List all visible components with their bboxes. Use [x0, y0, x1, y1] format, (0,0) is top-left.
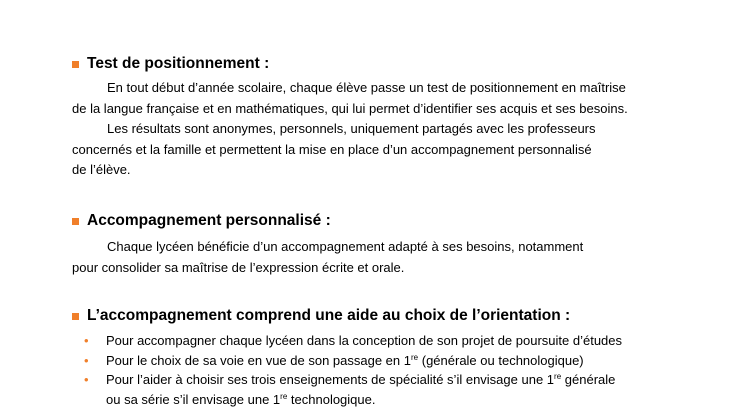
list-item-line [106, 390, 692, 410]
heading-text: Test de positionnement : [87, 55, 270, 72]
orange-square-bullet-icon [72, 61, 79, 68]
list-item-line [106, 351, 692, 371]
list-item [72, 370, 692, 409]
heading-text: L’accompagnement comprend une aide au choix de l’orientation : [87, 307, 571, 324]
paragraph-line: En tout début d’année scolaire, chaque élève passe un test de positionnement en maîtrise [107, 80, 626, 95]
orientation-bullet-list [72, 331, 692, 409]
paragraph-line: pour consolider sa maîtrise de l’expression écrite et orale. [72, 259, 405, 275]
orange-square-bullet-icon [72, 218, 79, 225]
orange-square-bullet-icon [72, 313, 79, 320]
section-body [72, 237, 692, 278]
list-item-line: Pour accompagner chaque lycéen dans la conception de son projet de poursuite d’études [106, 333, 623, 348]
bullet-dot-icon: • [84, 333, 89, 348]
bullet-dot-icon: • [84, 352, 89, 368]
ordinal-superscript: re [411, 352, 419, 362]
section-heading [72, 306, 692, 326]
section-heading [72, 54, 692, 74]
paragraph-line: de la langue française et en mathématiques, qui lui permet d’identifier ses acquis et ses besoins. [72, 100, 628, 116]
list-item [72, 331, 692, 351]
line-text: Pour l’aider à choisir ses trois enseignements de spécialité s’il envisage une 1 [106, 372, 555, 387]
section-heading [72, 211, 692, 231]
section-test-positionnement [72, 54, 692, 181]
section-body [72, 78, 692, 181]
ordinal-superscript: re [554, 372, 562, 381]
list-item [72, 351, 692, 371]
paragraph-line: Les résultats sont anonymes, personnels, uniquement partagés avec les professeurs [107, 121, 596, 136]
section-accompagnement-personnalise [72, 211, 692, 278]
paragraph-line: de l’élève. [72, 162, 131, 177]
section-aide-orientation [72, 306, 692, 409]
list-item-line [106, 370, 692, 390]
line-text: technologique. [287, 391, 376, 407]
line-text: ou sa série s’il envisage une 1 [106, 391, 281, 407]
heading-text: Accompagnement personnalisé : [87, 212, 331, 229]
paragraph-line: Chaque lycéen bénéficie d’un accompagnement adapté à ses besoins, notamment [107, 239, 584, 254]
line-text: Pour le choix de sa voie en vue de son passage en 1 [106, 352, 411, 368]
bullet-dot-icon: • [84, 372, 89, 387]
paragraph-line: concernés et la famille et permettent la mise en place d’un accompagnement personnalisé [72, 141, 592, 157]
line-text: (générale ou technologique) [418, 352, 584, 368]
ordinal-superscript: re [280, 391, 288, 401]
line-text: générale [561, 372, 616, 387]
